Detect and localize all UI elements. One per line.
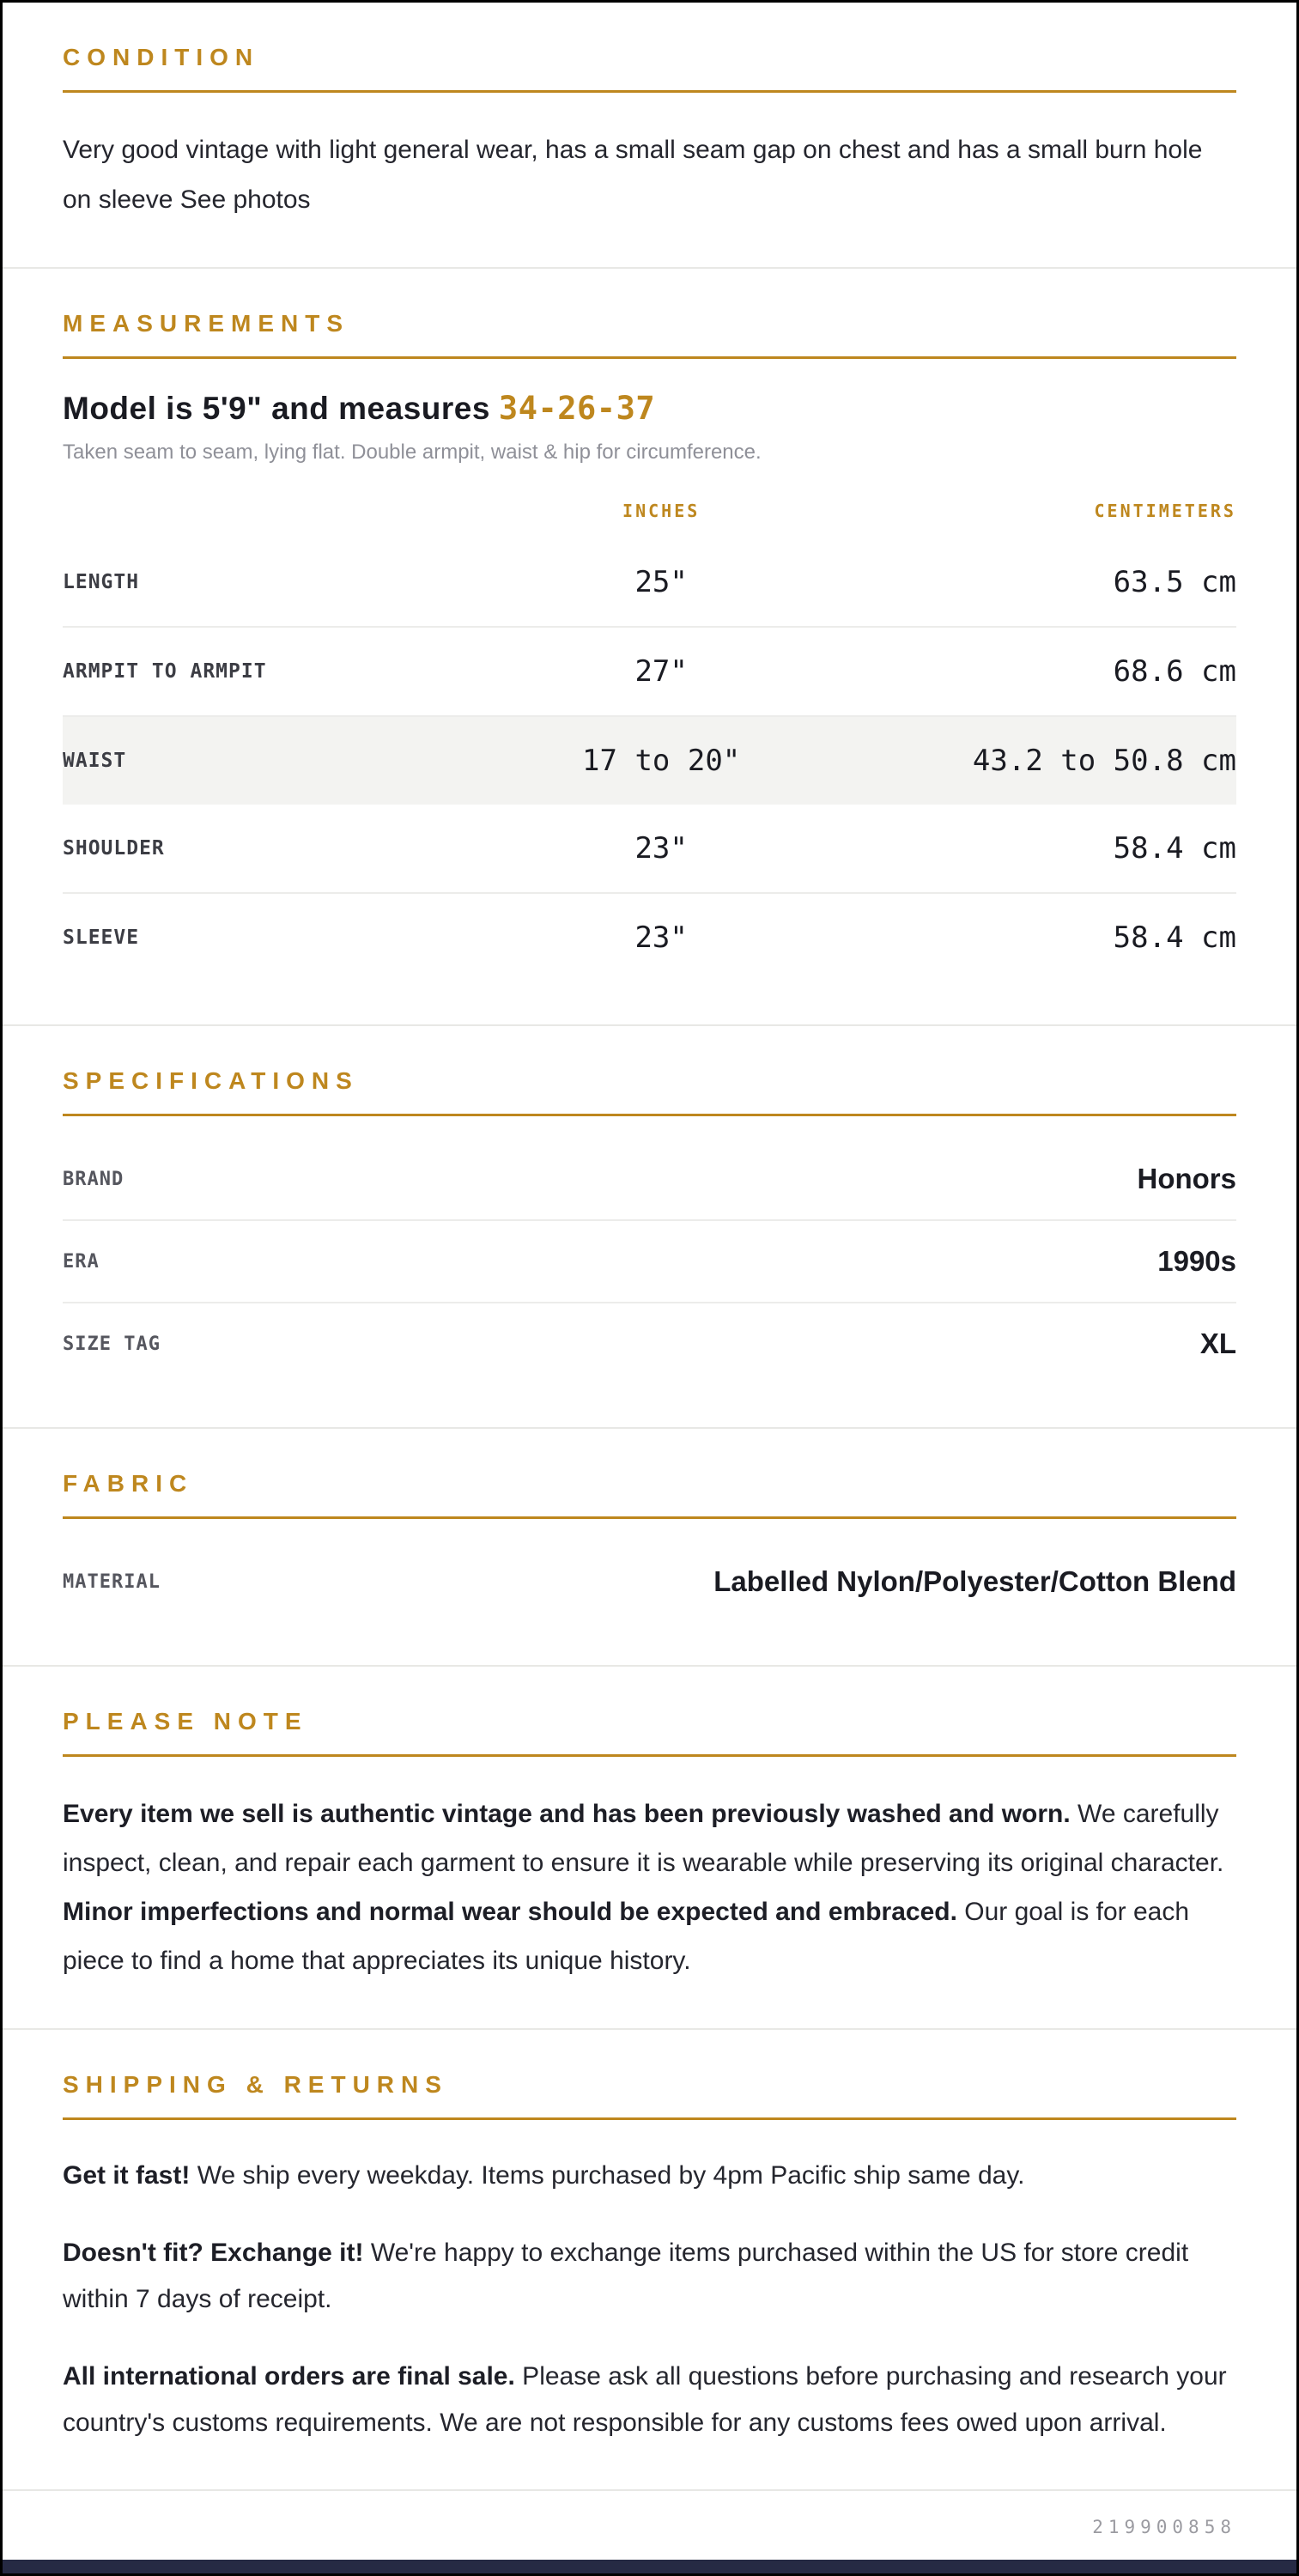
measurements-title-rule: [63, 356, 1236, 359]
shipping-paragraph-international: [63, 2354, 1236, 2446]
measurement-inches: 23": [634, 831, 688, 866]
shipping-returns-section: [3, 2030, 1296, 2491]
fabric-title-rule: [63, 1516, 1236, 1519]
measurement-inches: 27": [634, 654, 688, 690]
specifications-title-rule: [63, 1114, 1236, 1116]
measurement-inches: 25": [634, 565, 688, 600]
condition-title-rule: [63, 90, 1236, 93]
spec-label: SIZE TAG: [63, 1333, 161, 1355]
shipping-returns-title-rule: [63, 2117, 1236, 2120]
spec-value: Labelled Nylon/Polyester/Cotton Blend: [713, 1565, 1236, 1598]
note-segment: Our goal is for each piece to find a home that appreciates its unique history.: [63, 1898, 1190, 1976]
item-id: 219900858: [1092, 2517, 1236, 2538]
spec-row-era: [63, 1221, 1236, 1303]
model-measurements-text: Model is 5'9" and measures: [63, 391, 490, 427]
bottom-bar: [3, 2560, 1296, 2573]
shipping-lead: Get it fast!: [63, 2161, 191, 2190]
shipping-text: Please ask all questions before purchasing and research your country's customs requirements. We are not responsible for any customs fees owed upon arrival.: [63, 2362, 1227, 2438]
spec-label: ERA: [63, 1250, 100, 1273]
spec-value: XL: [1199, 1327, 1236, 1360]
fabric-table: [63, 1541, 1236, 1622]
measurement-label: ARMPIT TO ARMPIT: [63, 660, 267, 683]
please-note-text: [63, 1789, 1236, 1985]
fabric-title: FABRIC: [63, 1470, 194, 1498]
table-row-sleeve: [63, 894, 1236, 981]
shipping-lead: Doesn't fit? Exchange it!: [63, 2239, 364, 2268]
measurement-label: SHOULDER: [63, 837, 165, 860]
table-row-waist: [63, 717, 1236, 805]
specifications-table: [63, 1139, 1236, 1384]
measurement-label: LENGTH: [63, 571, 140, 594]
measurement-cm: 58.4 cm: [1113, 831, 1236, 866]
measurements-table: [63, 501, 1236, 981]
model-measurements-line: [63, 390, 1236, 427]
measurements-subtext: Taken seam to seam, lying flat. Double armpit, waist & hip for circumference.: [63, 440, 762, 465]
footer-row: [3, 2491, 1296, 2560]
fabric-row-material: [63, 1541, 1236, 1622]
shipping-text: We're happy to exchange items purchased within the US for store credit within 7 days of receipt.: [63, 2239, 1189, 2314]
measurement-inches: 17 to 20": [582, 744, 741, 779]
shipping-paragraph-exchange: [63, 2230, 1236, 2323]
measurement-label: WAIST: [63, 750, 127, 773]
shipping-lead: All international orders are final sale.: [63, 2362, 515, 2391]
note-segment-bold: Minor imperfections and normal wear should be expected and embraced.: [63, 1898, 957, 1927]
measurement-cm: 58.4 cm: [1113, 920, 1236, 956]
please-note-title-rule: [63, 1754, 1236, 1757]
measurement-cm: 68.6 cm: [1113, 654, 1236, 690]
spec-value: 1990s: [1157, 1245, 1236, 1278]
spec-row-size-tag: [63, 1303, 1236, 1384]
table-row-shoulder: [63, 805, 1236, 894]
model-measurements-stats: 34-26-37: [498, 390, 656, 428]
measurements-header-row: [63, 501, 1236, 538]
measurements-section: [3, 269, 1296, 1026]
shipping-returns-title: SHIPPING & RETURNS: [63, 2071, 448, 2099]
measurement-cm: 43.2 to 50.8 cm: [972, 744, 1236, 779]
measurement-label: SLEEVE: [63, 927, 140, 950]
specifications-section: [3, 1026, 1296, 1429]
please-note-title: PLEASE NOTE: [63, 1708, 308, 1735]
measurements-title: MEASUREMENTS: [63, 310, 350, 337]
condition-title: CONDITION: [63, 44, 260, 70]
fabric-section: [3, 1429, 1296, 1667]
inches-column-header: INCHES: [622, 501, 701, 522]
shipping-text: We ship every weekday. Items purchased by 4pm Pacific ship same day.: [190, 2161, 1025, 2190]
condition-section: [3, 3, 1296, 269]
specifications-title: SPECIFICATIONS: [63, 1067, 359, 1095]
centimeters-column-header: CENTIMETERS: [1094, 501, 1236, 522]
shipping-paragraph-fast: [63, 2153, 1236, 2199]
spec-row-brand: [63, 1139, 1236, 1221]
table-row-armpit: [63, 628, 1236, 717]
spec-value: Honors: [1137, 1163, 1236, 1195]
note-segment: We carefully inspect, clean, and repair each garment to ensure it is wearable while preserving its original character.: [63, 1800, 1224, 1878]
note-segment-bold: Every item we sell is authentic vintage and has been previously washed and worn.: [63, 1800, 1071, 1829]
measurement-inches: 23": [634, 920, 688, 956]
condition-text: Very good vintage with light general wear, has a small seam gap on chest and has a small burn hole on sleeve See photos: [63, 136, 1203, 214]
table-row-length: [63, 538, 1236, 628]
measurement-cm: 63.5 cm: [1113, 565, 1236, 600]
spec-label: MATERIAL: [63, 1571, 161, 1593]
spec-label: BRAND: [63, 1168, 124, 1190]
please-note-section: [3, 1667, 1296, 2030]
